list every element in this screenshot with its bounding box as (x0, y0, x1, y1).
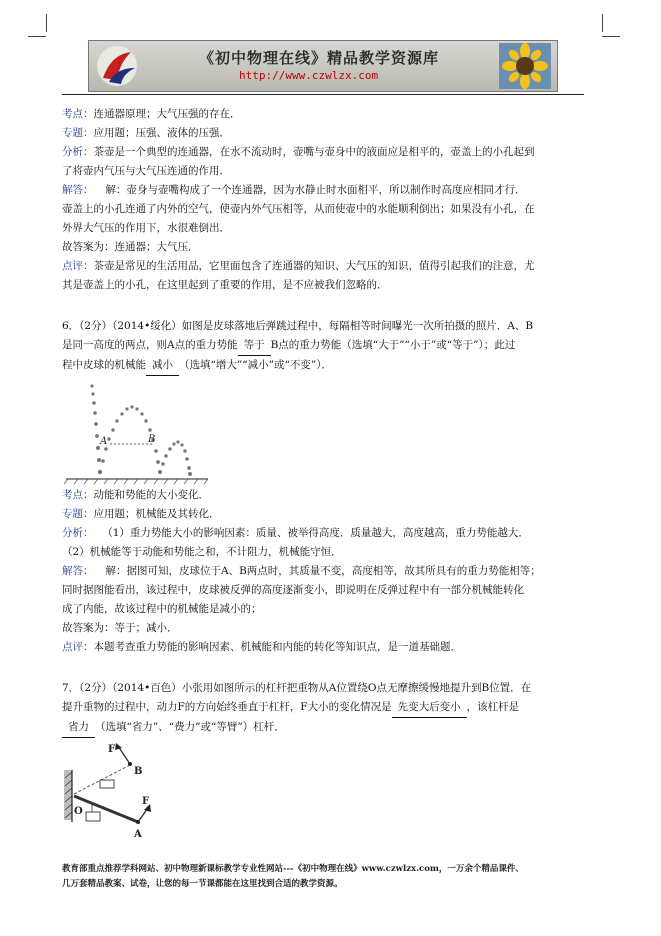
q6-jieda-cont2: 成了内能，故该过程中的机械能是减小的； (62, 603, 262, 615)
crop-mark-top-right (602, 14, 603, 32)
q6-answer: 故答案为：等于；减小． (62, 622, 178, 634)
dianping-text: 茶壶是常见的生活用品，它里面包含了连通器的知识、大气压的知识，值得引起我们的注意，尤 (93, 260, 535, 272)
label-dianping: 点评： (62, 260, 94, 272)
kaodian-text: 连通器原理；大气压强的存在． (93, 108, 241, 120)
q7-stem-line2 (62, 698, 592, 718)
lever-diagram (62, 742, 172, 847)
q7-stem-text-3: （选填“省力”、“费力”或“等臂”）杠杆． (95, 721, 285, 733)
label-kaodian: 考点： (62, 489, 94, 501)
q5-jieda-cont2: 外界大气压的作用下，水很难倒出． (62, 222, 230, 234)
q6-stem-line2 (62, 336, 592, 356)
q5-zhuanti (62, 124, 592, 143)
fig-label-f-bottom: F (142, 796, 150, 807)
q5-dianping-cont: 其是壶盖上的小孔，在这里起到了重要的作用，是不应被我们忽略的． (62, 279, 388, 291)
page-footer (62, 862, 602, 892)
q7-stem-line1: 7．（2分）（2014•百色）小张用如图所示的杠杆把重物从A位置绕O点无摩擦缓慢地提升到B位置．在 (62, 682, 532, 694)
label-zhuanti: 专题： (62, 127, 94, 139)
q6-kaodian (62, 486, 592, 505)
label-jieda: 解答： (62, 184, 94, 196)
q7-stem-text-2: ，该杠杆是 (466, 701, 520, 713)
lever-figure (62, 742, 592, 852)
q7-answer-blank-1: 先变大后变小 (392, 698, 467, 718)
q5-answer: 故答案为：连通器；大气压． (62, 241, 199, 253)
banner-title: 《初中物理在线》精品教学资源库 (199, 49, 440, 67)
q6-answer-blank-1: 等于 (238, 336, 271, 356)
q5-fenxi-cont: 了将壶内气压与大气压连通的作用． (62, 165, 230, 177)
banner-url: http://www.czwlzx.com (239, 69, 379, 82)
q5-jieda-cont1: 壶盖上的小孔连通了内外的空气，使壶内外气压相等，从而使壶中的水能顺利倒出；如果没有小孔，在 (62, 203, 535, 215)
q5-kaodian (62, 105, 592, 124)
crop-mark-right (602, 36, 620, 37)
q6-zhuanti (62, 505, 592, 524)
zhuanti-text: 应用题；压强、液体的压强． (93, 127, 230, 139)
fig-label-f-top: F (108, 744, 116, 755)
crop-mark-top-left (46, 14, 47, 32)
fig-label-b: B (148, 434, 156, 445)
label-zhuanti: 专题： (62, 508, 94, 520)
q6-stem-text-4: （选填“增大”“减小”或“不变”）． (179, 359, 332, 371)
q6-stem-text: 是同一高度的两点，则A点的重力势能 (62, 339, 238, 351)
q7-answer-blank-2: 省力 (62, 718, 95, 738)
label-kaodian: 考点： (62, 108, 94, 120)
q6-stem-line3 (62, 356, 592, 376)
q6-stem-line1: 6．（2分）（2014•绥化）如图是皮球落地后弹跳过程中，每隔相等时间曝光一次所拍摄的照片．A、B (62, 320, 534, 332)
kaodian-text: 动能和势能的大小变化． (93, 489, 209, 501)
header-rule (62, 94, 584, 95)
fig-label-a: A (100, 436, 108, 447)
q6-stem-text-3: 程中皮球的机械能 (62, 359, 146, 371)
label-jieda: 解答： (62, 565, 94, 577)
sunflower-icon (499, 43, 551, 89)
q5-fenxi (62, 143, 592, 162)
footer-line-1: 教育部重点推荐学科网站、初中物理新课标教学专业性网站---《初中物理在线》www.czwlzx.com，一万余个精品课件、 (62, 864, 524, 874)
jieda-text: 解：壶身与壶嘴构成了一个连通器，因为水静止时水面相平，所以制作时高度应相同才行． (105, 184, 526, 196)
q6-stem-text-2: B点的重力势能（选填“大于”“小于”或“等于”）；此过 (270, 339, 516, 351)
q6-fenxi (62, 524, 592, 543)
q6-jieda (62, 562, 592, 581)
bouncing-ball-diagram (62, 376, 212, 486)
fig-label-o: O (74, 806, 83, 817)
fig-label-b: B (134, 766, 143, 777)
site-logo-icon (95, 44, 139, 88)
label-fenxi: 分析： (62, 146, 94, 158)
q6-dianping (62, 638, 592, 657)
crop-mark-left (28, 36, 46, 37)
q6-jieda-cont1: 同时据图能看出，该过程中，皮球被反弹的高度逐渐变小，即说明在反弹过程中有一部分机械能转化 (62, 584, 524, 596)
jieda-text: 解：据图可知，皮球位于A、B两点时，其质量不变，高度相等，故其所具有的重力势能相等； (105, 565, 541, 577)
q5-dianping (62, 257, 592, 276)
q6-answer-blank-2: 减小 (146, 356, 179, 376)
fig-label-a: A (134, 829, 142, 840)
header-banner (88, 40, 558, 92)
footer-line-2: 几万套精品教案、试卷，让您的每一节课都能在这里找到合适的教学资源。 (62, 879, 343, 889)
fenxi-text: 茶壶是一个典型的连通器，在水不流动时，壶嘴与壶身中的液面应是相平的，壶盖上的小孔起到 (93, 146, 535, 158)
zhuanti-text: 应用题；机械能及其转化． (93, 508, 220, 520)
q6-fenxi-cont: （2）机械能等于动能和势能之和，不计阻力，机械能守恒． (62, 546, 342, 558)
dianping-text: 本题考查重力势能的影响因素、机械能和内能的转化等知识点，是一道基础题． (93, 641, 461, 653)
q7-stem-text: 提升重物的过程中，动力F的方向始终垂直于杠杆，F大小的变化情况是 (62, 701, 392, 713)
q5-jieda (62, 181, 592, 200)
bouncing-ball-figure (62, 376, 592, 486)
label-fenxi: 分析： (62, 527, 94, 539)
label-dianping: 点评： (62, 641, 94, 653)
document-body (62, 105, 592, 852)
fenxi-text: （1）重力势能大小的影响因素：质量、被举得高度．质量越大，高度越高，重力势能越大． (107, 527, 529, 539)
q7-stem-line3 (62, 718, 592, 738)
